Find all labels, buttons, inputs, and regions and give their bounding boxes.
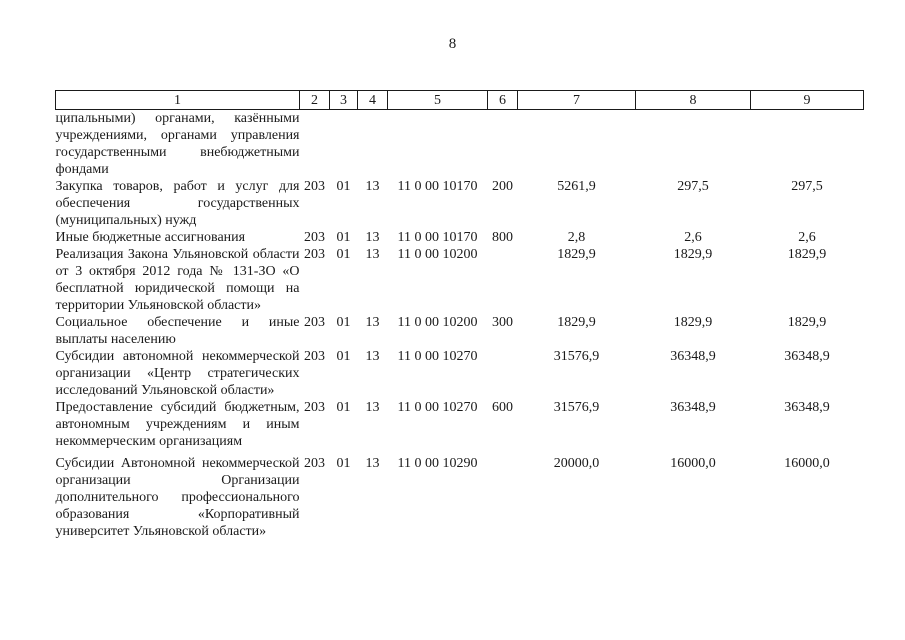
row-vr: 200 (492, 179, 513, 194)
row-amount-2: 1829,9 (673, 247, 713, 262)
row-amount-2: 16000,0 (670, 456, 716, 471)
row-csr: 11 0 00 10200 (397, 315, 478, 330)
row-rz: 01 (336, 400, 351, 415)
row-name: Предоставление субсидий бюджетным, автономным учреждениям и иным некоммерческим организациям (55, 400, 300, 449)
page-number: 8 (448, 36, 457, 52)
row-name: Субсидии Автономной некоммерческой организации Организации дополнительного профессионального образования «Корпоративный университет Ульяновской области» (55, 456, 300, 539)
col-header-vr: 6 (488, 91, 518, 110)
row-vr: 600 (492, 400, 513, 415)
table-row (56, 178, 864, 229)
row-amount-3 (751, 110, 864, 179)
row-pr: 13 (365, 315, 380, 330)
row-rz: 01 (336, 179, 351, 194)
row-amount-3: 297,5 (791, 179, 823, 194)
row-pr (358, 110, 388, 179)
row-rz: 01 (336, 349, 351, 364)
row-amount-2: 2,6 (684, 230, 702, 245)
row-vr (488, 110, 518, 179)
row-rz: 01 (336, 315, 351, 330)
row-csr: 11 0 00 10270 (397, 400, 478, 415)
row-gr: 203 (304, 247, 325, 262)
row-csr: 11 0 00 10170 (397, 179, 478, 194)
row-csr: 11 0 00 10200 (397, 247, 478, 262)
row-amount-1 (518, 110, 636, 179)
col-header-amount-2: 8 (636, 91, 751, 110)
table-row (56, 246, 864, 314)
header-row (56, 91, 864, 110)
row-amount-2: 1829,9 (673, 315, 713, 330)
row-amount-1: 20000,0 (553, 456, 600, 471)
table-row (56, 399, 864, 450)
row-pr: 13 (365, 247, 380, 262)
row-amount-2: 297,5 (677, 179, 709, 194)
row-vr (488, 246, 518, 314)
table-row (56, 229, 864, 246)
row-vr: 300 (492, 315, 513, 330)
row-amount-1: 1829,9 (557, 247, 596, 262)
row-name: Субсидии автономной некоммерческой организации «Центр стратегических исследований Ульяновской области» (55, 349, 300, 398)
row-csr: 11 0 00 10290 (397, 456, 478, 471)
row-vr (488, 348, 518, 399)
row-gr: 203 (304, 400, 325, 415)
row-csr (388, 110, 488, 179)
row-csr: 11 0 00 10170 (397, 230, 478, 245)
row-amount-2 (636, 110, 751, 179)
row-amount-3: 1829,9 (787, 315, 827, 330)
row-gr: 203 (304, 179, 325, 194)
row-amount-3: 36348,9 (784, 400, 830, 415)
table-row (56, 314, 864, 348)
col-header-name: 1 (56, 91, 300, 110)
row-name: Реализация Закона Ульяновской области от 3 октября 2012 года № 131-ЗО «О бесплатной юридической помощи на территории Ульяновской области» (55, 247, 300, 313)
row-rz: 01 (336, 230, 351, 245)
row-name: Иные бюджетные ассигнования (55, 230, 246, 245)
table-row (56, 450, 864, 540)
row-rz: 01 (336, 247, 351, 262)
row-amount-3: 2,6 (798, 230, 816, 245)
row-pr: 13 (365, 400, 380, 415)
row-amount-1: 5261,9 (557, 179, 596, 194)
row-amount-2: 36348,9 (670, 400, 716, 415)
row-gr: 203 (304, 315, 325, 330)
row-pr: 13 (365, 456, 380, 471)
row-vr: 800 (492, 230, 513, 245)
row-amount-1: 31576,9 (553, 349, 600, 364)
row-amount-1: 31576,9 (553, 400, 600, 415)
col-header-pr: 4 (358, 91, 388, 110)
row-amount-1: 1829,9 (557, 315, 596, 330)
row-amount-3: 16000,0 (784, 456, 830, 471)
table-row (56, 110, 864, 179)
row-amount-2: 36348,9 (670, 349, 716, 364)
row-gr: 203 (304, 349, 325, 364)
row-name: Социальное обеспечение и иные выплаты населению (55, 315, 300, 347)
table-row (56, 348, 864, 399)
row-pr: 13 (365, 230, 380, 245)
row-gr: 203 (304, 230, 325, 245)
row-gr (300, 110, 330, 179)
budget-table (55, 90, 864, 540)
row-rz: 01 (336, 456, 351, 471)
row-name: Закупка товаров, работ и услуг для обеспечения государственных (муниципальных) нужд (55, 179, 300, 228)
col-header-gr: 2 (300, 91, 330, 110)
col-header-amount-3: 9 (751, 91, 864, 110)
row-pr: 13 (365, 179, 380, 194)
col-header-csr: 5 (388, 91, 488, 110)
row-amount-1: 2,8 (567, 230, 586, 245)
row-amount-3: 1829,9 (787, 247, 827, 262)
row-name: ципальными) органами, казёнными учреждениями, органами управления государственными внебюджетными фондами (55, 111, 300, 177)
row-csr: 11 0 00 10270 (397, 349, 478, 364)
row-vr (488, 450, 518, 540)
col-header-rz: 3 (330, 91, 358, 110)
col-header-amount-1: 7 (518, 91, 636, 110)
row-pr: 13 (365, 349, 380, 364)
row-rz (330, 110, 358, 179)
row-amount-3: 36348,9 (784, 349, 830, 364)
row-gr: 203 (304, 456, 325, 471)
